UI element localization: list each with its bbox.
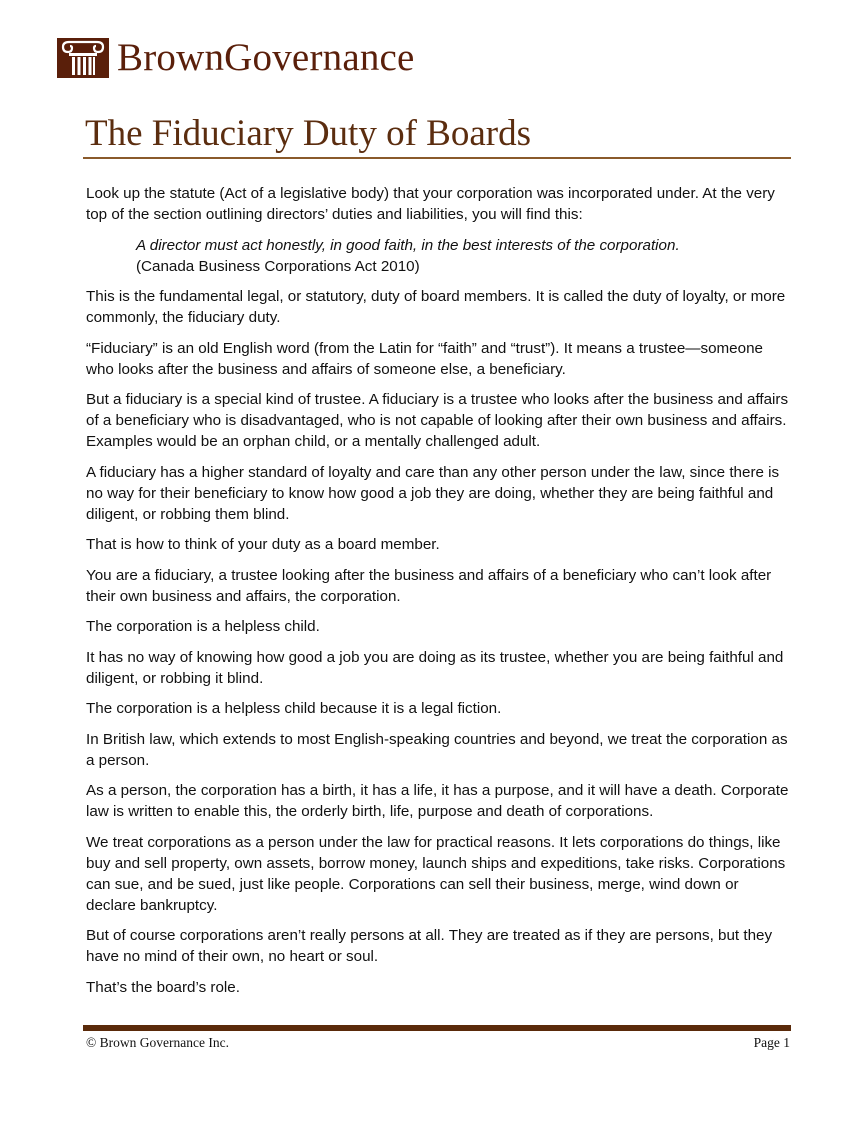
page-number: Page 1 bbox=[753, 1035, 790, 1050]
paragraph: A fiduciary has a higher standard of loyalty and care than any other person under the law, since there is no way for their beneficiary to know how good a job they are doing, whether they are being faithful and diligent, or robbing them blind. bbox=[86, 463, 780, 523]
brand-logo bbox=[57, 36, 415, 80]
paragraph: The corporation is a helpless child because it is a legal fiction. bbox=[86, 700, 502, 717]
document-body bbox=[86, 183, 792, 1007]
paragraph: Look up the statute (Act of a legislative body) that your corporation was incorporated under. At the very top of the section outlining directors’ duties and liabilities, you will find this: bbox=[86, 185, 775, 223]
paragraph: The corporation is a helpless child. bbox=[86, 618, 320, 635]
paragraph: In British law, which extends to most English-speaking countries and beyond, we treat the corporation as a person. bbox=[86, 730, 788, 769]
paragraph: But a fiduciary is a special kind of trustee. A fiduciary is a trustee who looks after the business and affairs of a beneficiary who is disadvantaged, who is not capable of looking after their own business and affairs. Examples would be an orphan child, or a mentally challenged adult. bbox=[86, 391, 789, 450]
paragraph: This is the fundamental legal, or statutory, duty of board members. It is called the duty of loyalty, or more commonly, the fiduciary duty. bbox=[86, 288, 786, 326]
footer-divider bbox=[83, 1025, 791, 1031]
paragraph: As a person, the corporation has a birth, it has a life, it has a purpose, and it will have a death. Corporate law is written to enable this, the orderly birth, life, purpose and death of corporations. bbox=[86, 782, 789, 820]
paragraph: That is how to think of your duty as a board member. bbox=[86, 536, 440, 553]
column-icon bbox=[57, 38, 109, 78]
quote-source: (Canada Business Corporations Act 2010) bbox=[136, 257, 420, 275]
quote-text: A director must act honestly, in good faith, in the best interests of the corporation. bbox=[136, 236, 680, 254]
title-divider bbox=[83, 157, 791, 159]
paragraph: That’s the board’s role. bbox=[86, 978, 240, 996]
brand-name: BrownGovernance bbox=[117, 36, 415, 79]
footer-copyright: © Brown Governance Inc. bbox=[86, 1035, 229, 1050]
paragraph: “Fiduciary” is an old English word (from the Latin for “faith” and “trust”). It means a trustee—someone who looks after the business and affairs of someone else, a beneficiary. bbox=[86, 339, 763, 378]
page-title: The Fiduciary Duty of Boards bbox=[85, 113, 531, 154]
paragraph: It has no way of knowing how good a job you are doing as its trustee, whether you are being faithful and diligent, or robbing it blind. bbox=[86, 648, 784, 687]
paragraph: You are a fiduciary, a trustee looking after the business and affairs of a beneficiary who can’t look after their own business and affairs, the corporation. bbox=[86, 566, 772, 605]
paragraph: But of course corporations aren’t really persons at all. They are treated as if they are persons, but they have no mind of their own, no heart or soul. bbox=[86, 927, 773, 965]
statute-quote bbox=[136, 235, 792, 277]
paragraph: We treat corporations as a person under the law for practical reasons. It lets corporations do things, like buy and sell property, own assets, borrow money, launch ships and expeditions, take risks. Corporations can sue, and be sued, just like people. Corporations can sell their business, merge, wind down or declare bankruptcy. bbox=[86, 833, 786, 914]
